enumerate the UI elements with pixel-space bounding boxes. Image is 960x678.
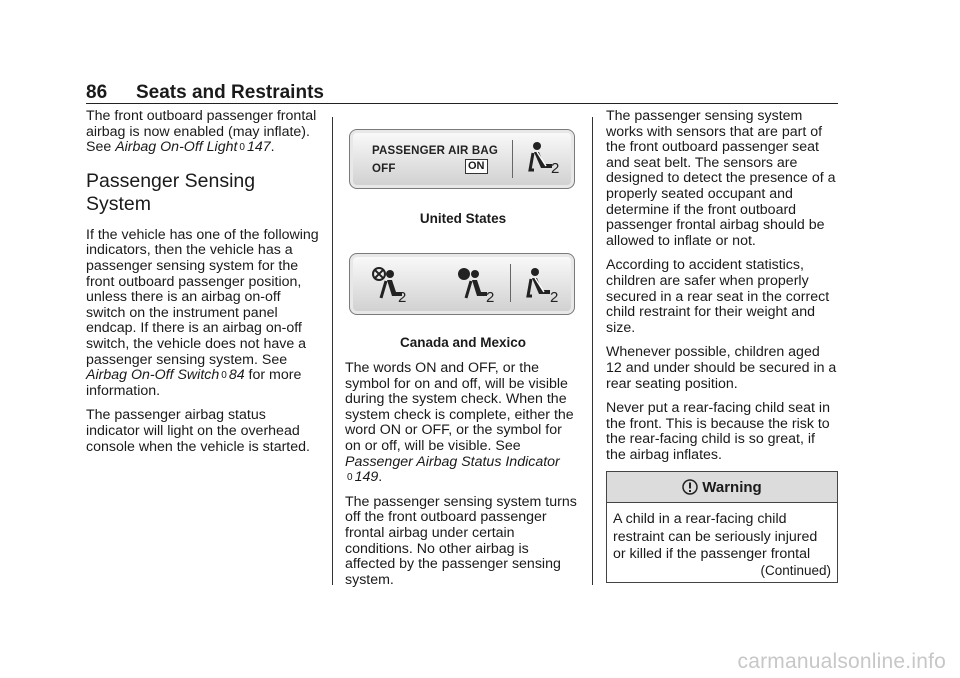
paragraph-children-aged: Whenever possible, children aged 12 and under should be secured in a rear seating position. bbox=[606, 344, 837, 392]
us-indicator-panel bbox=[349, 129, 575, 189]
panel-separator bbox=[512, 140, 513, 178]
link-page-84[interactable]: 84 bbox=[228, 367, 245, 384]
link-page-149[interactable]: 149 bbox=[354, 469, 379, 486]
heading-passenger-sensing-system: Passenger Sensing System bbox=[86, 169, 256, 215]
paragraph-sensing-turns-off: The passenger sensing system turns off the front outboard passenger frontal airbag under certain conditions. No other airbag is affected by the passenger sensing system. bbox=[345, 493, 577, 588]
panel-separator bbox=[510, 264, 511, 302]
caption-united-states: United States bbox=[419, 211, 507, 226]
paragraph-status-indicator: The passenger airbag status indicator will light on the overhead console when the vehicle is started. bbox=[86, 407, 310, 455]
link-airbag-on-off-switch[interactable]: Airbag On-Off Switch bbox=[86, 367, 220, 384]
paragraph-rear-facing: Never put a rear-facing child seat in the front. This is because the risk to the rear-facing child is so great, if the airbag inflates. bbox=[606, 400, 830, 463]
column-3 bbox=[606, 109, 838, 472]
paragraph-airbag-enabled: The front outboard passenger frontal airbag is now enabled (may inflate). See Airbag On-Off Light 0 147. bbox=[86, 108, 317, 156]
panel-on-label: ON bbox=[465, 159, 488, 174]
column-divider-right bbox=[592, 117, 593, 585]
watermark: carmanualsonline.info bbox=[737, 650, 946, 673]
page-ref-icon: 0 bbox=[347, 472, 353, 484]
panel-off-label: OFF bbox=[372, 163, 396, 175]
page-ref-icon: 0 bbox=[239, 142, 245, 154]
ca-indicator-panel bbox=[349, 253, 575, 315]
caption-canada-mexico: Canada and Mexico bbox=[399, 335, 527, 350]
warning-continued: (Continued) bbox=[760, 563, 831, 578]
link-page-147[interactable]: 147 bbox=[246, 139, 271, 156]
paragraph-sensing-intro: If the vehicle has one of the following indicators, then the vehicle has a passenger sensing system for the front outboard passenger position, unless there is an airbag on-off switch on the instrument panel endcap. If there is an airbag on-off switch, the vehicle does not have a passenger sensing system. See Airbag On-Off Switch 0 84 for more information. bbox=[86, 226, 319, 399]
page-number: 86 bbox=[86, 82, 108, 103]
seat-number-3: 2 bbox=[550, 289, 559, 306]
warning-label: Warning bbox=[702, 479, 762, 496]
seat-number-1: 2 bbox=[398, 289, 407, 306]
airbag-on-symbol-icon bbox=[454, 266, 488, 306]
column-2 bbox=[345, 361, 581, 597]
paragraph-sensors: The passenger sensing system works with sensors that are part of the front outboard passenger seat and seat belt. The sensors are designed to detect the presence of a properly seated occupant and determine if the front outboard passenger frontal airbag should be allowed to inflate or not. bbox=[606, 108, 836, 249]
page-header bbox=[86, 80, 838, 104]
page-ref-icon: 0 bbox=[221, 370, 227, 382]
warning-header bbox=[607, 472, 837, 503]
panel-title: PASSENGER AIR BAG bbox=[372, 145, 499, 157]
warning-box bbox=[606, 471, 838, 583]
warning-text: A child in a rear-facing child restraint can be seriously injured or killed if the passenger frontal bbox=[613, 511, 818, 562]
section-title: Seats and Restraints bbox=[136, 82, 324, 103]
seat-number-2: 2 bbox=[486, 289, 495, 306]
panel-seat-number: 2 bbox=[551, 160, 560, 177]
link-passenger-airbag-status-indicator[interactable]: Passenger Airbag Status Indicator bbox=[345, 453, 560, 470]
column-1 bbox=[86, 109, 322, 464]
column-divider-left bbox=[332, 117, 333, 585]
warning-icon bbox=[682, 479, 698, 495]
link-airbag-on-off-light[interactable]: Airbag On-Off Light bbox=[115, 139, 238, 156]
paragraph-accident-statistics: According to accident statistics, children are safer when properly secured in a rear seat in the correct child restraint for their weight and size. bbox=[606, 257, 830, 336]
paragraph-system-check: The words ON and OFF, or the symbol for on and off, will be visible during the system check. When the system check is complete, either the word ON or OFF, or the symbol for on or off, will be visible. See Passenger Airbag Status Indicator 0 149. bbox=[345, 360, 574, 486]
